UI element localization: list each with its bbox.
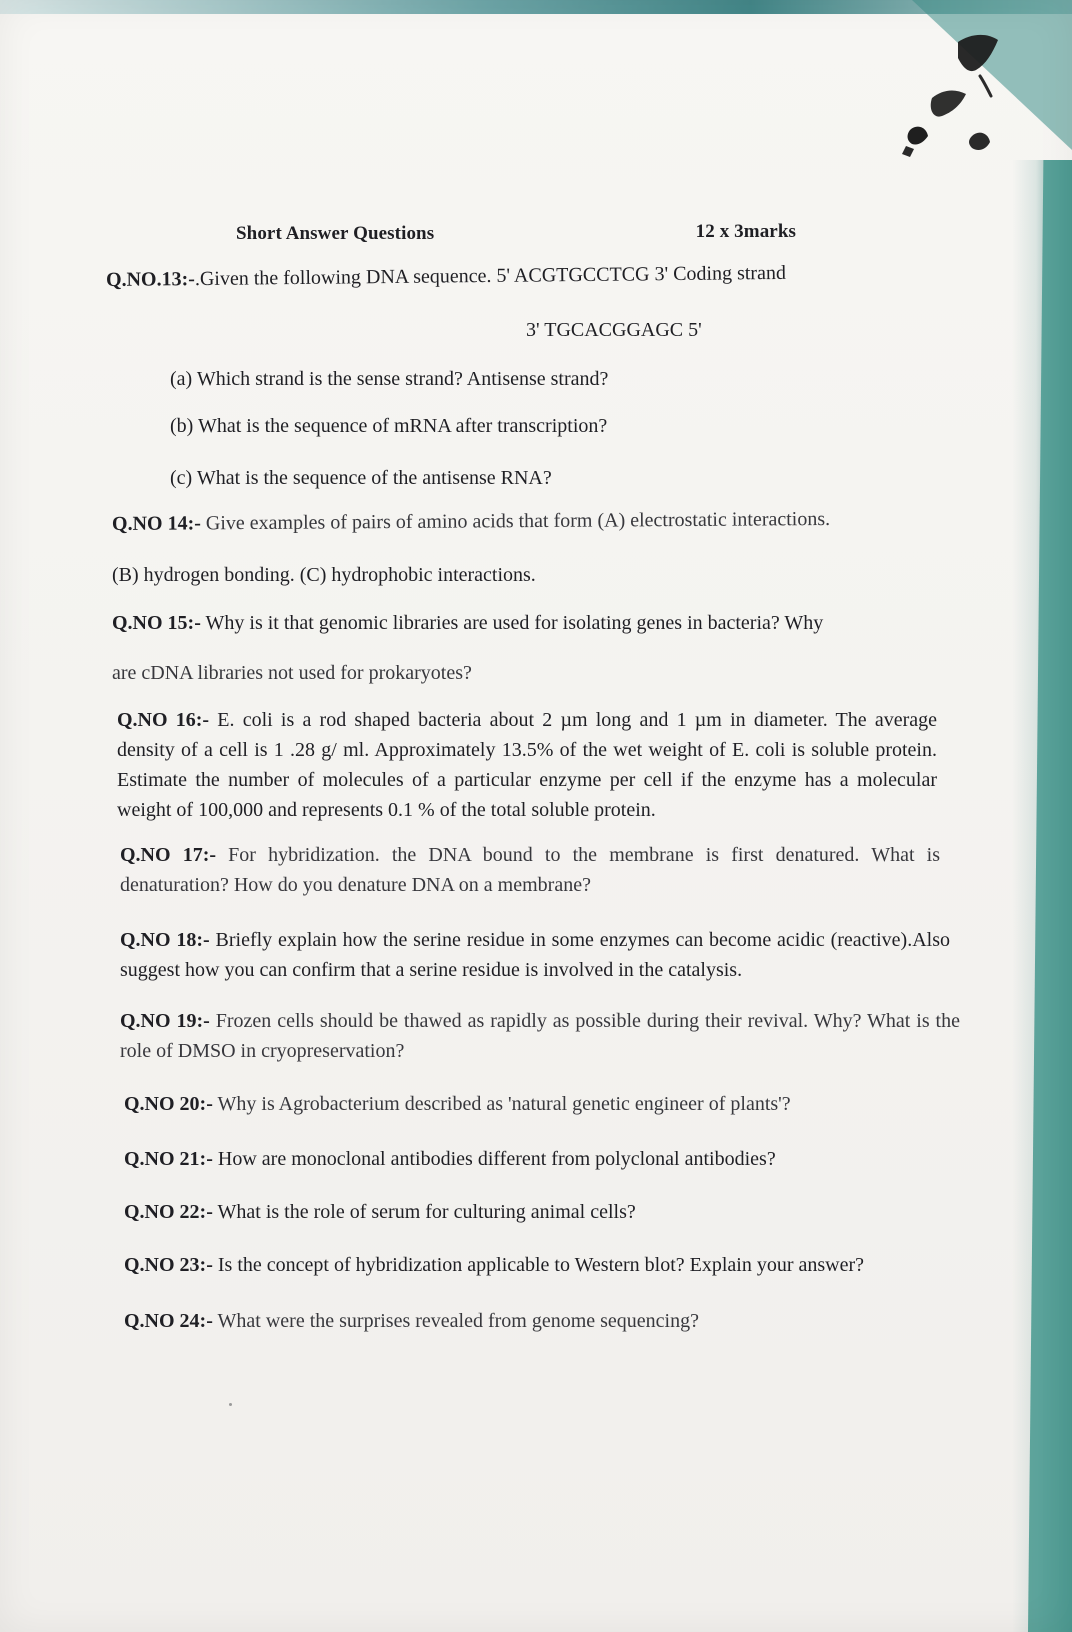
question-24-text: What were the surprises revealed from genome sequencing? <box>212 1310 699 1332</box>
question-20-text: Why is Agrobacterium described as 'natural genetic engineer of plants'? <box>212 1093 791 1115</box>
question-21-text: How are monoclonal antibodies different from polyclonal antibodies? <box>212 1148 776 1170</box>
question-16 <box>117 705 937 825</box>
question-13 <box>106 260 866 292</box>
question-22 <box>124 1200 764 1224</box>
question-15 <box>112 611 912 635</box>
question-23 <box>124 1253 984 1277</box>
ink-stain-icon <box>888 18 1008 168</box>
question-15-label: Q.NO 15:- <box>112 612 201 634</box>
question-22-label: Q.NO 22:- <box>124 1201 213 1223</box>
question-18 <box>120 925 950 985</box>
question-24 <box>124 1309 804 1333</box>
section-header <box>236 223 796 251</box>
question-17-text: For hybridization. the DNA bound to the membrane is first denatured. What is denaturation? How do you denature DNA on a membrane? <box>120 844 940 896</box>
question-20 <box>124 1092 884 1116</box>
question-13-text: .Given the following DNA sequence. 5' ACGTGCCTCG 3' Coding strand <box>194 261 787 291</box>
question-19-text: Frozen cells should be thawed as rapidly as possible during their revival. Why? What is the role of DMSO in cryopreservation? <box>120 1010 960 1062</box>
question-15-text: Why is it that genomic libraries are used for isolating genes in bacteria? Why <box>200 612 824 634</box>
question-14 <box>112 506 932 536</box>
question-14-label: Q.NO 14:- <box>111 512 201 535</box>
question-13-part-a: (a) Which strand is the sense strand? Antisense strand? <box>170 368 609 390</box>
question-15-continuation: are cDNA libraries not used for prokaryotes? <box>112 662 472 684</box>
question-20-label: Q.NO 20:- <box>124 1093 213 1115</box>
question-13-part-b: (b) What is the sequence of mRNA after transcription? <box>170 415 608 437</box>
question-14-continuation: (B) hydrogen bonding. (C) hydrophobic interactions. <box>112 564 536 586</box>
question-17-label: Q.NO 17:- <box>120 844 217 866</box>
question-18-label: Q.NO 18:- <box>120 929 210 951</box>
section-title: Short Answer Questions <box>236 223 435 244</box>
question-24-label: Q.NO 24:- <box>124 1310 213 1332</box>
question-19 <box>120 1006 960 1066</box>
marks-label: 12 x 3marks <box>695 221 796 242</box>
question-16-text: E. coli is a rod shaped bacteria about 2 µm long and 1 µm in diameter. The average density of a cell is 1 .28 g/ ml. Approximately 13.5% of the wet weight of E. coli is soluble protein. Estimate the number of molecules of a particular enzyme per cell if the enzyme has a molecular weight of 100,000 and represents 0.1 % of the total soluble protein. <box>117 709 937 821</box>
question-16-label: Q.NO 16:- <box>117 709 210 731</box>
question-23-label: Q.NO 23:- <box>124 1254 213 1276</box>
question-13-label: Q.NO.13:- <box>105 268 196 291</box>
question-21 <box>124 1147 904 1171</box>
question-17 <box>120 840 940 900</box>
question-22-text: What is the role of serum for culturing animal cells? <box>212 1201 636 1223</box>
question-13-part-c: (c) What is the sequence of the antisense RNA? <box>170 467 552 489</box>
question-19-label: Q.NO 19:- <box>120 1010 210 1032</box>
question-14-text: Give examples of pairs of amino acids that form (A) electrostatic interactions. <box>200 507 831 535</box>
question-13-strand: 3' TGCACGGAGC 5' <box>526 319 702 341</box>
paper-speck <box>229 1403 232 1406</box>
question-18-text: Briefly explain how the serine residue in some enzymes can become acidic (reactive).Also suggest how you can confirm that a serine residue is involved in the catalysis. <box>120 929 950 981</box>
question-21-label: Q.NO 21:- <box>124 1148 213 1170</box>
question-23-text: Is the concept of hybridization applicable to Western blot? Explain your answer? <box>212 1254 865 1276</box>
